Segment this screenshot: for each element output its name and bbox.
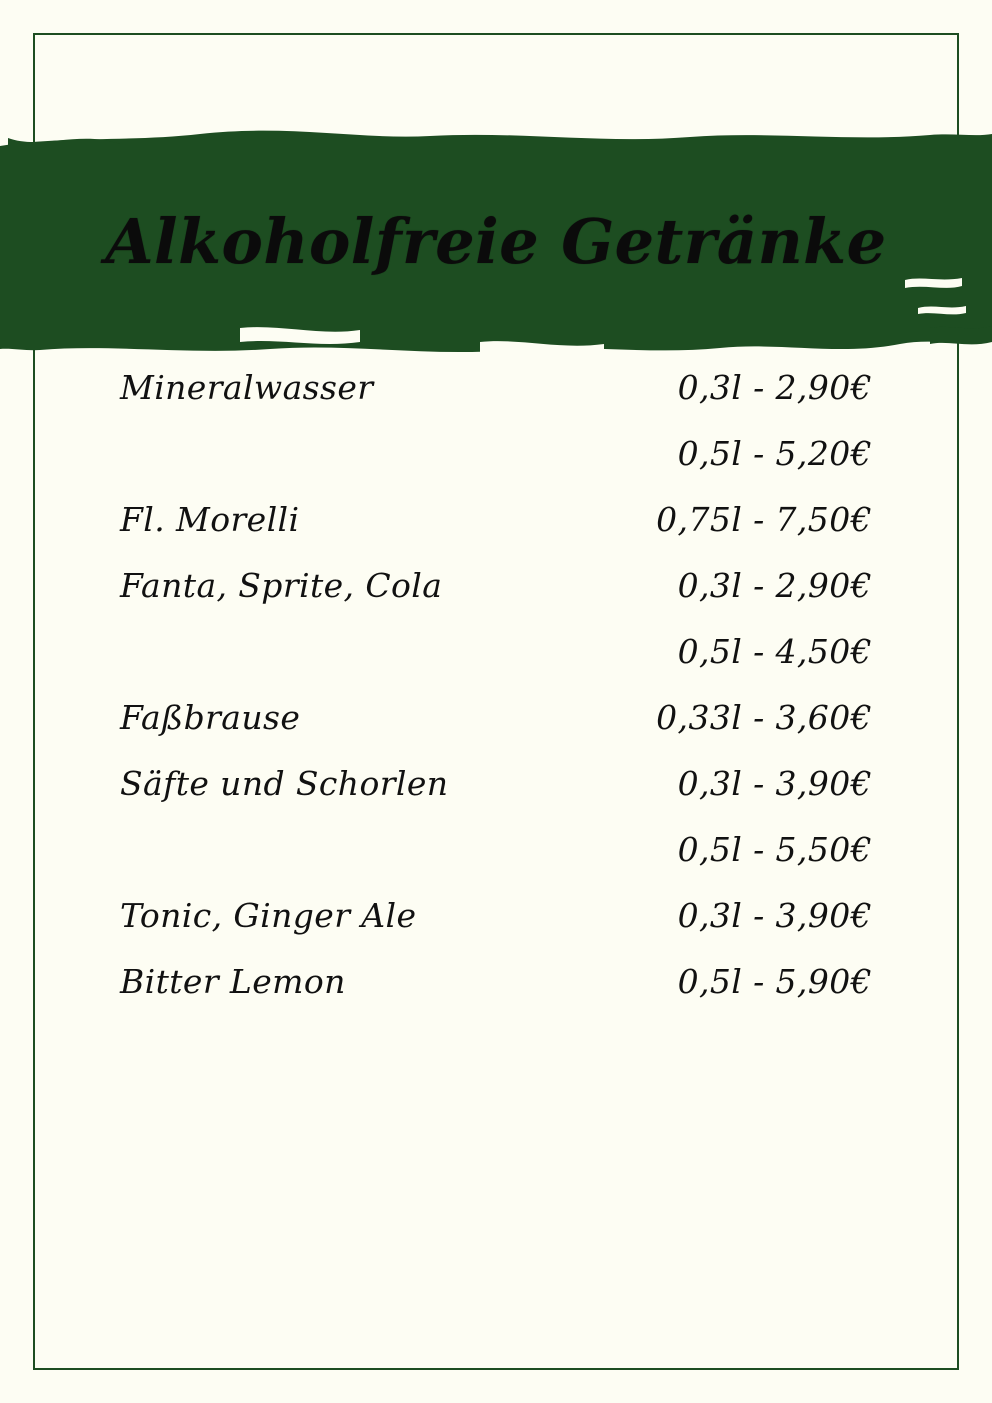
- menu-item-row: [0, 962, 992, 1028]
- menu-item-name: Säfte und Schorlen: [120, 764, 449, 803]
- menu-item-row: [0, 566, 992, 632]
- menu-item-price: 0,3l - 2,90€: [677, 368, 872, 407]
- menu-item-name: Bitter Lemon: [120, 962, 346, 1001]
- menu-item-price: 0,33l - 3,60€: [656, 698, 872, 737]
- menu-item-price: 0,5l - 5,90€: [677, 962, 872, 1001]
- menu-item-row: [0, 500, 992, 566]
- menu-item-row: [0, 698, 992, 764]
- menu-item-name: Fanta, Sprite, Cola: [120, 566, 443, 605]
- menu-item-name: Fl. Morelli: [120, 500, 300, 539]
- menu-list: [0, 368, 992, 1028]
- menu-item-name: Faßbrause: [120, 698, 301, 737]
- menu-item-price: 0,3l - 3,90€: [677, 764, 872, 803]
- menu-item-price: 0,3l - 3,90€: [677, 896, 872, 935]
- menu-item-price: 0,3l - 2,90€: [677, 566, 872, 605]
- page-title: Alkoholfreie Getränke: [105, 204, 887, 278]
- menu-item-row: [0, 896, 992, 962]
- menu-item-row: [0, 764, 992, 830]
- menu-item-row: [0, 632, 992, 698]
- menu-item-row: [0, 434, 992, 500]
- menu-item-row: [0, 368, 992, 434]
- menu-item-name: Tonic, Ginger Ale: [120, 896, 417, 935]
- section-banner: [0, 128, 992, 360]
- menu-item-price: 0,5l - 5,20€: [677, 434, 872, 473]
- menu-item-row: [0, 830, 992, 896]
- menu-item-name: Mineralwasser: [120, 368, 374, 407]
- menu-item-price: 0,75l - 7,50€: [656, 500, 872, 539]
- menu-item-price: 0,5l - 5,50€: [677, 830, 872, 869]
- menu-item-price: 0,5l - 4,50€: [677, 632, 872, 671]
